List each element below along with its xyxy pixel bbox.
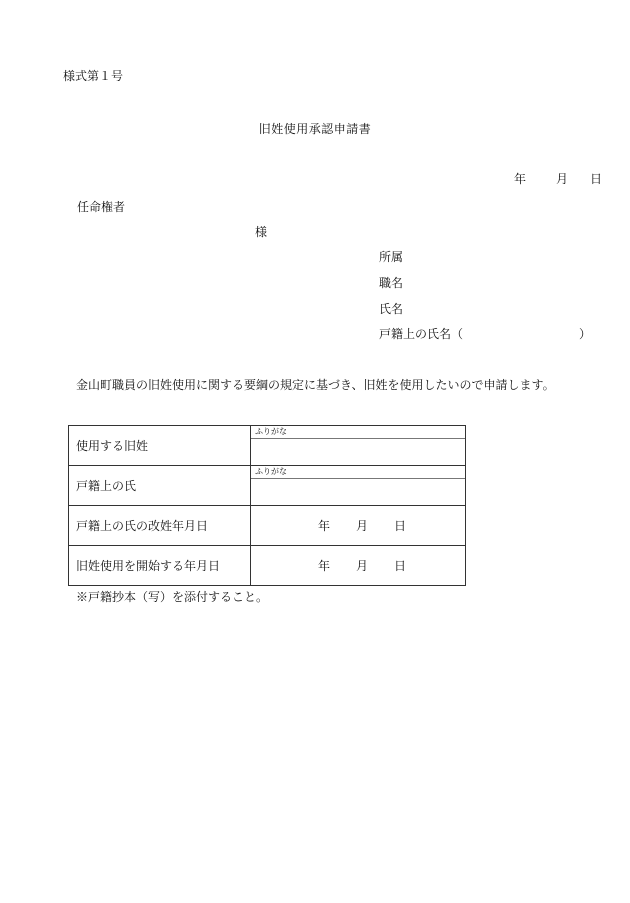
document-title: 旧姓使用承認申請書 <box>258 122 372 136</box>
furigana-label: ふりがな <box>255 467 287 476</box>
date-year-label: 年 <box>514 172 527 186</box>
form-number: 様式第１号 <box>63 69 124 83</box>
position-label: 職名 <box>379 276 404 290</box>
furigana-label: ふりがな <box>255 427 287 436</box>
table-row <box>69 426 466 466</box>
table-row <box>69 466 466 506</box>
furigana-divider <box>251 438 465 439</box>
registered-surname-label: 戸籍上の氏 <box>69 466 251 506</box>
old-surname-label: 使用する旧姓 <box>69 426 251 466</box>
name-label: 氏名 <box>379 302 404 316</box>
date-year-label: 年 <box>317 559 330 573</box>
application-date-line <box>514 173 602 185</box>
start-date-entry[interactable] <box>251 546 466 586</box>
registered-name-close: ） <box>579 327 592 341</box>
registered-name-row <box>379 327 592 341</box>
date-day-label: 日 <box>394 559 407 573</box>
date-month-label: 月 <box>355 519 368 533</box>
addressee-honorific: 様 <box>255 225 268 239</box>
furigana-divider <box>251 478 465 479</box>
date-month-label: 月 <box>355 559 368 573</box>
date-year-label: 年 <box>317 519 330 533</box>
date-day-label: 日 <box>394 519 407 533</box>
old-surname-entry[interactable] <box>251 426 466 466</box>
table-row <box>69 546 466 586</box>
table-row <box>69 506 466 546</box>
attachment-note: ※戸籍抄本（写）を添付すること。 <box>76 590 269 604</box>
surname-change-date-entry[interactable] <box>251 506 466 546</box>
registered-surname-entry[interactable] <box>251 466 466 506</box>
date-month-label: 月 <box>556 172 569 186</box>
application-statement: 金山町職員の旧姓使用に関する要綱の規定に基づき、旧姓を使用したいので申請します。 <box>76 378 555 392</box>
date-day-label: 日 <box>590 172 603 186</box>
start-date-label: 旧姓使用を開始する年月日 <box>69 546 251 586</box>
registered-name-label: 戸籍上の氏名（ <box>379 327 464 341</box>
surname-change-date-label: 戸籍上の氏の改姓年月日 <box>69 506 251 546</box>
addressee-appointer: 任命権者 <box>77 200 126 214</box>
affiliation-label: 所属 <box>379 250 404 264</box>
application-table <box>68 425 466 586</box>
